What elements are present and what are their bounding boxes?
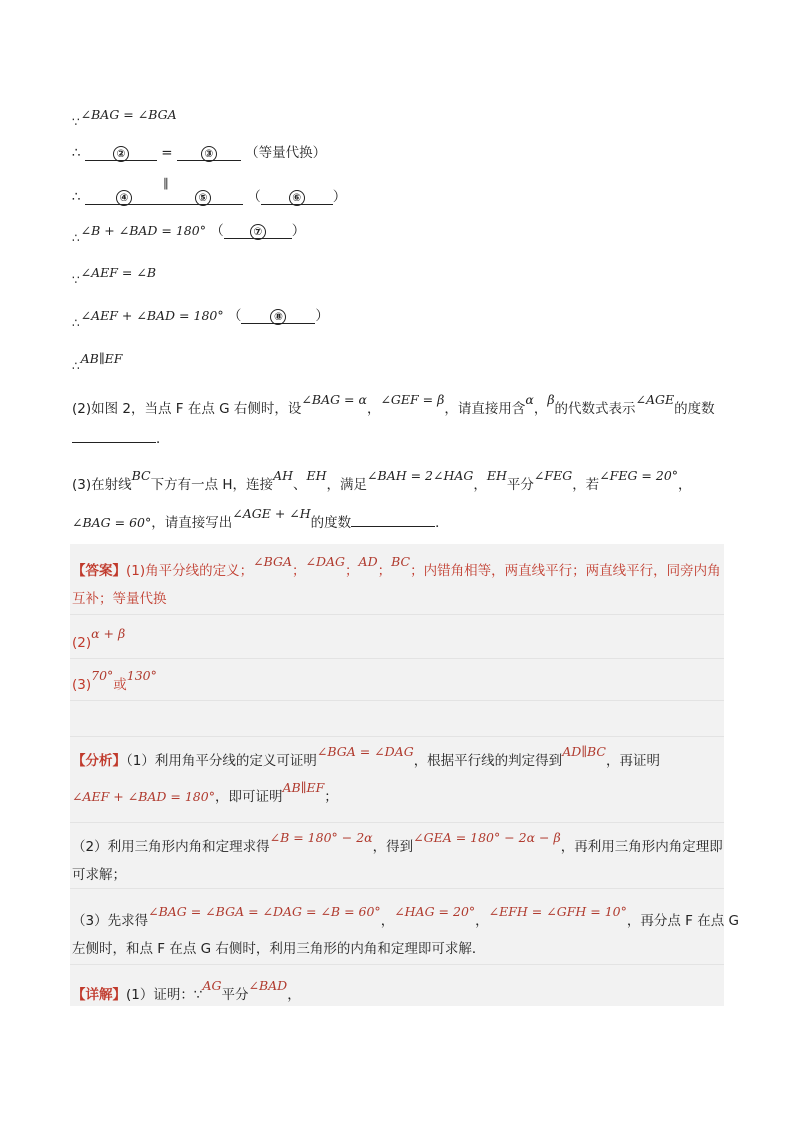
divider (70, 614, 724, 615)
circled-number-8: ⑧ (270, 309, 286, 325)
divider (70, 700, 724, 701)
answer-tag: 【答案】 (72, 563, 126, 579)
answer-blank-q2[interactable] (72, 428, 156, 443)
analysis-line-5 (72, 904, 739, 932)
answer-text: 互补；等量代换 (72, 591, 167, 607)
because-symbol: ∵ (72, 273, 80, 287)
answer-line-3 (72, 626, 724, 654)
blank-6[interactable] (261, 186, 333, 205)
analysis-line-4 (72, 864, 724, 886)
question-text: ， (366, 401, 381, 417)
therefore-symbol: ∴ (72, 189, 81, 205)
analysis-text: 左侧时，和点 F 在点 G 右侧时，利用三角形的内角和定理即可求解． (72, 941, 486, 957)
analysis-text: ，再利用三角形内角定理即 (560, 839, 723, 855)
detail-text: 平分 (221, 987, 249, 1003)
answer-text: ； (377, 563, 392, 579)
because-symbol: ∵ (193, 987, 203, 1003)
math-expression: ∠BGA (253, 554, 293, 569)
therefore-symbol: ∴ (72, 145, 81, 161)
analysis-text: ， (380, 913, 395, 929)
parallel-symbol: ∥ (162, 176, 169, 190)
math-expression: ∠BAG = ∠BGA = ∠DAG = ∠B = 60° (148, 904, 381, 919)
paren-open: （ (210, 223, 224, 239)
question-text: ， (533, 401, 548, 417)
math-expression: ∠FEG (533, 468, 573, 483)
detail-tag: 【详解】 (72, 987, 126, 1003)
divider (70, 736, 724, 737)
math-expression: ∠B + ∠BAD = 180° (80, 223, 206, 238)
question-text: ． (156, 431, 170, 447)
analysis-text: ，再证明 (606, 753, 660, 769)
equals-sign: = (161, 145, 173, 161)
math-expression: ∠BAG = ∠BGA (80, 107, 177, 122)
answer-text: 或 (113, 677, 127, 693)
answer-text: ；内错角相等，两直线平行；两直线平行，同旁内角 (410, 563, 721, 579)
math-expression: ∠FEG = 20° (599, 468, 679, 483)
math-expression: ∠BAG = 60° (72, 515, 152, 530)
math-expression: ∠BAH = 2∠HAG (367, 468, 474, 483)
therefore-symbol: ∴ (72, 359, 80, 373)
question-3-line-1 (72, 468, 724, 496)
question-text: (2)如图 2，当点 F 在点 G 右侧时，设 (72, 401, 302, 417)
analysis-line-2 (72, 780, 724, 808)
math-expression: AB∥EF (282, 780, 325, 795)
blank-7[interactable] (224, 220, 292, 239)
question-2-answer-line (72, 428, 724, 450)
proof-line-2 (72, 142, 724, 164)
proof-line-3 (72, 176, 724, 208)
analysis-text: 可求解； (72, 867, 126, 883)
analysis-text: ， (475, 913, 489, 929)
math-expression: ∠AEF + ∠BAD = 180° (80, 308, 224, 323)
math-expression: α (525, 392, 534, 407)
circled-number-3: ③ (201, 146, 217, 162)
proof-line-5 (72, 262, 724, 287)
math-expression: AD (358, 554, 378, 569)
math-expression: BC (391, 554, 411, 569)
proof-line-7 (72, 348, 724, 373)
math-expression: ∠BGA = ∠DAG (316, 744, 414, 759)
analysis-text: （3）先求得 (72, 913, 149, 929)
answer-line-4 (72, 668, 724, 696)
circled-number-2: ② (113, 146, 129, 162)
math-expression: ∠HAG = 20° (394, 904, 476, 919)
question-text: 下方有一点 H，连接 (150, 477, 274, 493)
circled-number-5: ⑤ (195, 190, 211, 206)
answer-text: ； (292, 563, 306, 579)
question-text: ，请直接用含 (444, 401, 526, 417)
answer-line-1 (72, 554, 724, 582)
math-expression: ∠EFH = ∠GFH = 10° (488, 904, 627, 919)
question-3-line-2 (72, 506, 724, 534)
question-text: 的度数 (310, 515, 352, 531)
divider (70, 964, 724, 965)
blank-4[interactable] (85, 186, 163, 205)
math-expression: ∠AGE (635, 392, 675, 407)
answer-text: (2) (72, 635, 92, 651)
detail-text: (1）证明： (126, 987, 194, 1003)
paren-open: （ (247, 189, 261, 205)
analysis-text: ，得到 (372, 839, 414, 855)
math-expression: ∠AEF + ∠BAD = 180° (72, 789, 215, 804)
analysis-line-6 (72, 938, 724, 960)
detail-text: ， (287, 987, 301, 1003)
analysis-text: ； (324, 789, 338, 805)
therefore-symbol: ∴ (72, 316, 80, 330)
question-text: ，若 (572, 477, 600, 493)
math-expression: EH (306, 468, 327, 483)
question-text: 的度数 (674, 401, 715, 417)
math-expression: EH (486, 468, 507, 483)
answer-line-2 (72, 588, 724, 610)
analysis-text: ，根据平行线的判定得到 (413, 753, 563, 769)
math-expression: ∠AGE + ∠H (232, 506, 311, 521)
answer-blank-q3[interactable] (351, 512, 435, 527)
question-text: ，请直接写出 (151, 515, 233, 531)
proof-line-1 (72, 104, 724, 129)
divider (70, 888, 724, 889)
analysis-line-1 (72, 744, 724, 772)
therefore-symbol: ∴ (72, 231, 80, 245)
analysis-line-3 (72, 830, 724, 858)
because-symbol: ∵ (72, 115, 80, 129)
question-text: 的代数式表示 (554, 401, 636, 417)
math-expression: ∠AEF = ∠B (80, 265, 157, 280)
question-text: ，满足 (326, 477, 368, 493)
question-text: ． (435, 515, 449, 531)
question-2 (72, 392, 724, 420)
question-text: ， (678, 477, 692, 493)
detail-line-1 (72, 978, 724, 1006)
math-expression: 130° (126, 668, 157, 683)
math-expression: ∠GEA = 180° − 2α − β (413, 830, 561, 845)
math-expression: 70° (91, 668, 114, 683)
circled-number-7: ⑦ (250, 224, 266, 240)
blank-5[interactable] (162, 176, 243, 205)
paren-close: ） (332, 189, 347, 205)
question-text: (3)在射线 (72, 477, 132, 493)
paren-close: ） (291, 223, 306, 239)
analysis-text: ，再分点 F 在点 G (626, 913, 739, 929)
proof-line-6 (72, 305, 724, 330)
reason-text: （等量代换） (245, 145, 327, 161)
math-expression: β (547, 392, 555, 407)
analysis-tag: 【分析】 (72, 753, 126, 769)
proof-line-4 (72, 220, 724, 245)
circled-number-6: ⑥ (289, 190, 305, 206)
analysis-text: （2）利用三角形内角和定理求得 (72, 839, 270, 855)
divider (70, 658, 724, 659)
question-text: 平分 (506, 477, 534, 493)
blank-8[interactable] (241, 305, 315, 324)
math-expression: ∠GEF = β (380, 392, 445, 407)
question-text: ， (473, 477, 487, 493)
blank-3[interactable] (177, 142, 241, 161)
paren-open: （ (227, 308, 242, 324)
answer-text: (3) (72, 677, 92, 693)
math-expression: ∠BAD (248, 978, 288, 993)
blank-2[interactable] (85, 142, 157, 161)
math-expression: AH (273, 468, 293, 483)
math-expression: ∠BAG = α (301, 392, 367, 407)
question-text: 、 (293, 477, 307, 493)
math-expression: ∠B = 180° − 2α (269, 830, 373, 845)
paren-close: ） (315, 308, 329, 324)
analysis-text: ，即可证明 (214, 789, 283, 805)
answer-text: ； (345, 563, 359, 579)
math-expression: AG (202, 978, 222, 993)
math-expression: AD∥BC (562, 744, 606, 759)
math-expression: AB∥EF (80, 351, 123, 366)
math-expression: BC (131, 468, 151, 483)
circled-number-4: ④ (116, 190, 132, 206)
math-expression: α + β (91, 626, 126, 641)
divider (70, 822, 724, 823)
math-expression: ∠DAG (305, 554, 346, 569)
analysis-text: （1）利用角平分线的定义可证明 (126, 753, 317, 769)
answer-text: (1)角平分线的定义； (126, 563, 254, 579)
